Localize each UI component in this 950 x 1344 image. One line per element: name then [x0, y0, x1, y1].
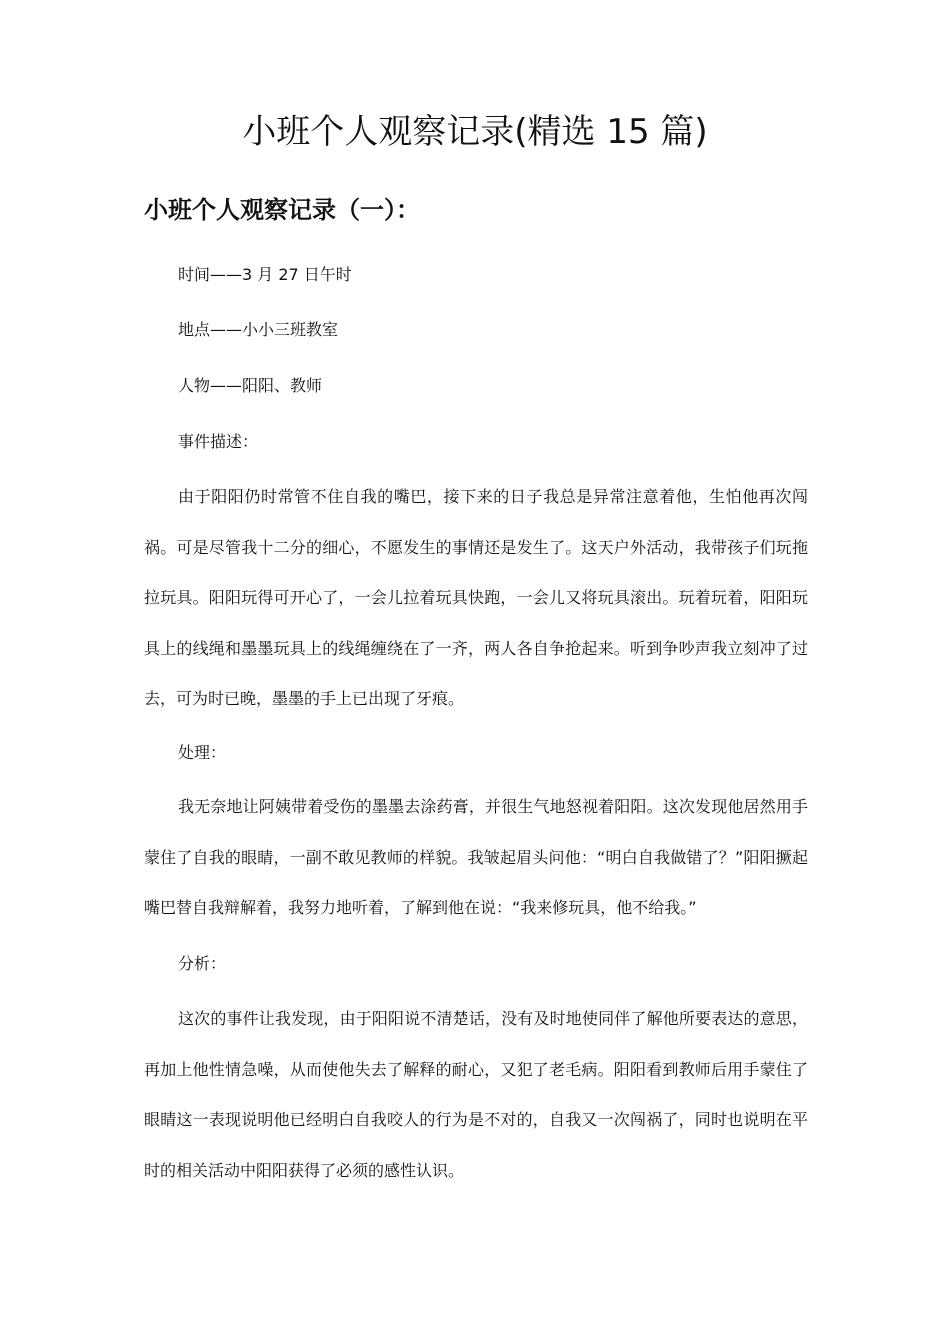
- event-label: 事件描述：: [178, 432, 259, 451]
- analysis-paragraph: 这次的事件让我发现，由于阳阳说不清楚话，没有及时地使同伴了解他所要表达的意思，再加上他性情急噪，从而使他失去了解释的耐心，又犯了老毛病。阳阳看到教师后用手蒙住了眼睛这一表现说明他已经明白自我咬人的行为是不对的，自我又一次闯祸了，同时也说明在平时的相关活动中阳阳获得了必须的感性认识。: [144, 1009, 808, 1180]
- document-title: 小班个人观察记录(精选 15 篇): [242, 112, 708, 152]
- people-line: 人物——阳阳、教师: [178, 376, 323, 395]
- handling-paragraph: 我无奈地让阿姨带着受伤的墨墨去涂药膏，并很生气地怒视着阳阳。这次发现他居然用手蒙住了自我的眼睛，一副不敢见教师的样貌。我皱起眉头问他：“明白自我做错了？”阳阳撅起嘴巴替自我辩解着，我努力地听着，了解到他在说：“我来修玩具，他不给我。”: [144, 797, 808, 917]
- place-line: 地点——小小三班教室: [178, 320, 339, 339]
- analysis-label: 分析：: [178, 954, 227, 973]
- section-heading: 小班个人观察记录（一）：: [144, 196, 420, 224]
- handling-label: 处理：: [178, 743, 227, 762]
- time-line: 时间——3 月 27 日午时: [178, 265, 352, 284]
- event-paragraph: 由于阳阳仍时常管不住自我的嘴巴，接下来的日子我总是异常注意着他，生怕他再次闯祸。可是尽管我十二分的细心，不愿发生的事情还是发生了。这天户外活动，我带孩子们玩拖拉玩具。阳阳玩得可开心了，一会儿拉着玩具快跑，一会儿又将玩具滚出。玩着玩着，阳阳玩具上的线绳和墨墨玩具上的线绳缠绕在了一齐，两人各自争抢起来。听到争吵声我立刻冲了过去，可为时已晚，墨墨的手上已出现了牙痕。: [144, 487, 808, 708]
